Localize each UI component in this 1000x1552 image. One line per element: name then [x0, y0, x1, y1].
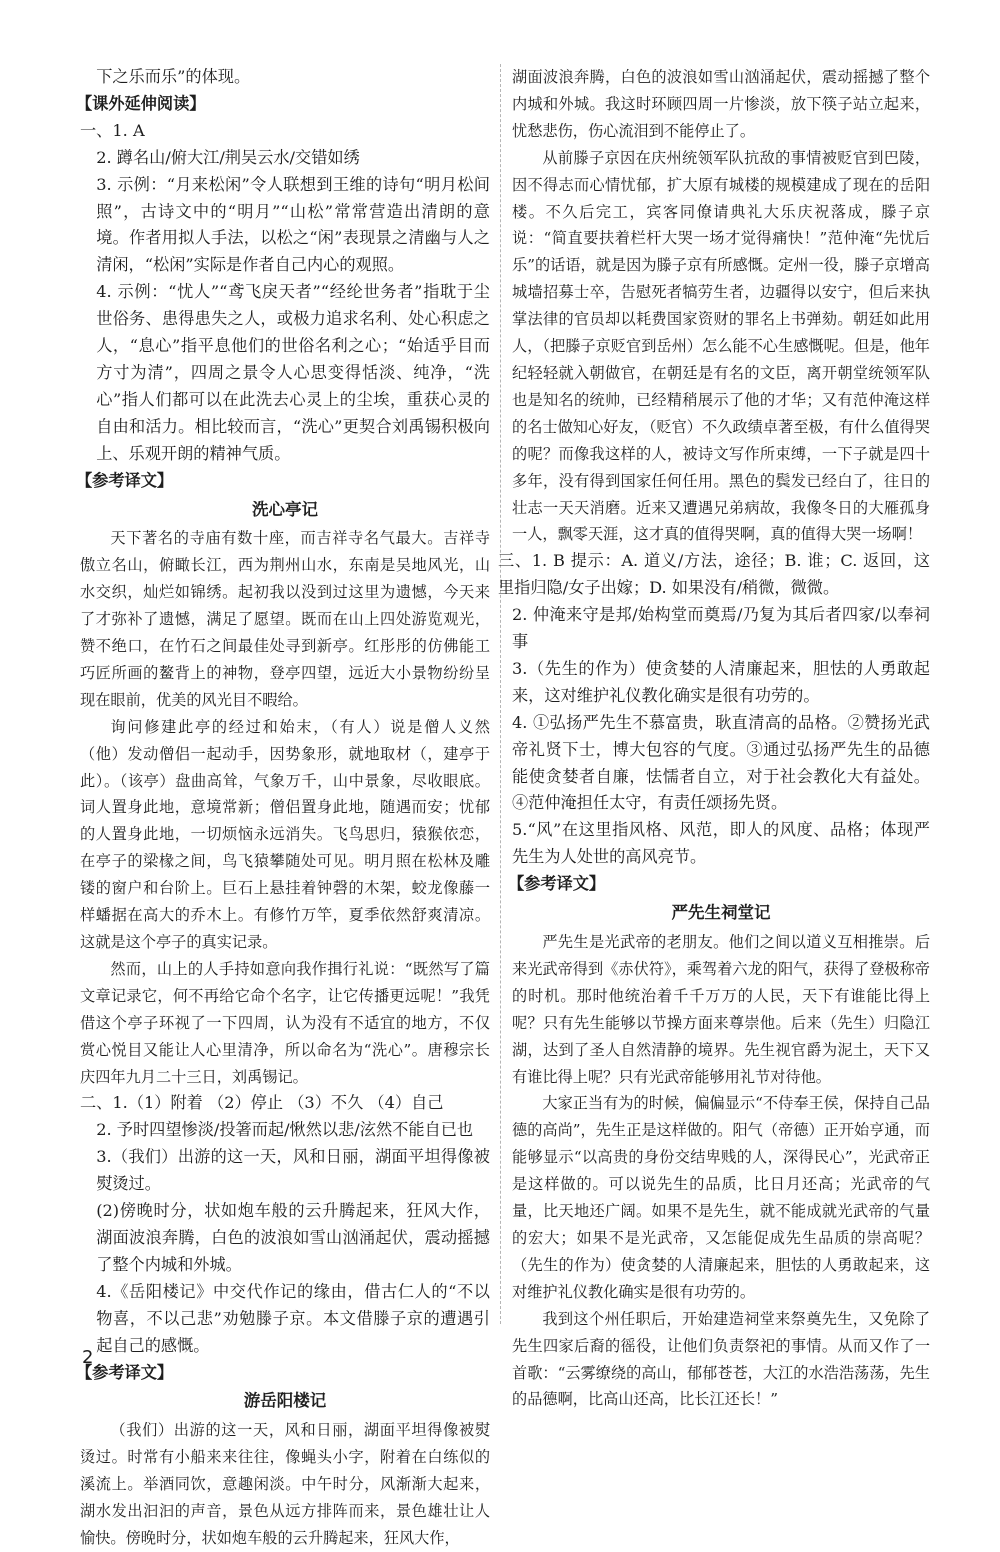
- paragraph: 然而，山上的人手持如意向我作揖行礼说：“既然写了篇文章记录它，何不再给它命个名字，让它传播更远呢！”我凭借这个亭子环视了一下四周，认为没有不适宜的地方，不仅赏心悦目又能让人心里清净，所以命名为“洗心”。唐穆宗长庆四年九月二十三日，刘禹锡记。: [80, 959, 490, 1086]
- paragraph: 我到这个州任职后，开始建造祠堂来祭奠先生，又免除了先生四家后裔的徭役，让他们负责祭祀的事情。从而又作了一首歌：“云雾缭绕的高山，郁郁苍苍，大江的水浩浩荡荡，先生的品德啊，比高山还高，比长江还长！”: [512, 1309, 930, 1409]
- answer-item: 5.“风”在这里指风格、风范，即人的风度、品格；体现严先生为人处世的高风亮节。: [512, 820, 930, 867]
- article-title: 洗心亭记: [252, 499, 318, 519]
- answer-item: 4.《岳阳楼记》中交代作记的缘由，借古仁人的“不以物喜，不以己悲”劝勉滕子京。本文借滕子京的遭遇引起自己的感慨。: [96, 1281, 490, 1355]
- paragraph: 湖面波浪奔腾，白色的波浪如雪山汹涌起伏，震动摇撼了整个内城和外城。我这时环顾四周一片惨淡，放下筷子站立起来，忧愁悲伤，伤心流泪到不能停止了。: [512, 68, 930, 140]
- paragraph: 大家正当有为的时候，偏偏显示“不侍奉王侯，保持自己品德的高尚”，先生正是这样做的。阳气（帝德）正开始亨通，而能够显示“以高贵的身份交结卑贱的人，深得民心”，光武帝正是这样做的。可以说先生的品质，比日月还高；光武帝的气量，比天地还广阔。如果不是先生，就不能成就光武帝的气量的宏大；如果不是光武帝，又怎能促成先生品质的崇高呢？（先生的作为）使贪婪的人清廉起来，胆怯的人勇敢起来，这对维护礼仪教化确实是很有功劳的。: [512, 1094, 930, 1301]
- paragraph: （我们）出游的这一天，风和日丽，湖面平坦得像被熨烫过。时常有小船来来往往，像蝇头小字，附着在白练似的溪流上。举酒同饮，意趣闲淡。中午时分，风渐渐大起来，湖水发出汩汩的声音，景色从远方排阵而来，景色雄壮让人愉快。傍晚时分，状如炮车般的云升腾起来，狂风大作，: [80, 1421, 490, 1547]
- answer-item: 3.（先生的作为）使贪婪的人清廉起来，胆怯的人勇敢起来，这对维护礼仪教化确实是很有功劳的。: [512, 658, 930, 705]
- answer-item: 2. 蹲名山/俯大江/荆吴云水/交错如绣: [96, 147, 360, 167]
- answer-item: 三、1. B 提示：A. 道义/方法，途径；B. 谁；C. 返回，这里指归隐/女子出嫁；D. 如果没有/稍微，微微。: [498, 551, 930, 598]
- right-column: [498, 64, 930, 1413]
- paragraph: 询问修建此亭的经过和始末，（有人）说是僧人义然（他）发动僧侣一起动手，因势象形，就地取材（，建亭于此）。（该亭）盘曲高耸，气象万千，山中景象，尽收眼底。词人置身此地，意境常新；僧侣置身此地，随遇而安；忧郁的人置身此地，一切烦恼永远消失。飞鸟思归，猿猴依恋，在亭子的梁椽之间，鸟飞猿攀随处可见。明月照在松林及雕镂的窗户和台阶上。巨石上悬挂着钟磬的木架，蛟龙像藤一样蟠据在高大的乔木上。有修竹万竿，夏季依然舒爽清凉。这就是这个亭子的真实记录。: [80, 717, 490, 951]
- column-divider: [500, 64, 501, 1324]
- answer-item: 3.（我们）出游的这一天，风和日丽，湖面平坦得像被熨烫过。: [96, 1147, 490, 1194]
- section-heading: 【参考译文】: [508, 874, 606, 894]
- answer-item: 二、1.（1）附着 （2）停止 （3）不久 （4）自己: [80, 1093, 444, 1113]
- paragraph: 从前滕子京因在庆州统领军队抗敌的事情被贬官到巴陵，因不得志而心情忧郁，扩大原有城楼的规模建成了现在的岳阳楼。不久后完工，宾客同僚请典礼大乐庆祝落成，滕子京说：“简直要扶着栏杆大哭一场才觉得痛快！”范仲淹“先忧后乐”的话语，就是因为滕子京有所感慨。定州一役，滕子京增高城墙招募士卒，告慰死者犒劳生者，边疆得以安宁，但后来执掌法律的官员却以耗费国家资财的罪名上书弹劾。朝廷如此用人，（把滕子京贬官到岳州）怎么能不心生感慨呢。但是，他年纪轻轻就入朝做官，在朝廷是有名的文臣，离开朝堂统领军队也是知名的统帅，已经精稍展示了他的才华；又有范仲淹这样的名士做知心好友，（贬官）不久政绩卓著至极，有什么值得哭的呢？而像我这样的人，被诗文写作所束缚，一下子就是四十多年，没有得到国家任何任用。黑色的鬓发已经白了，往日的壮志一天天消磨。近来又遭遇兄弟病故，我像冬日的大雁孤身一人，飘零天涯，这才真的值得哭啊，真的值得大哭一场啊！: [512, 148, 930, 544]
- paragraph: 严先生是光武帝的老朋友。他们之间以道义互相推崇。后来光武帝得到《赤伏符》，乘驾着六龙的阳气，获得了登极称帝的时机。那时他统治着千千万万的人民，天下有谁能比得上呢？只有先生能够以节操方面来尊崇他。后来（先生）归隐江湖，达到了圣人自然清静的境界。先生视官爵为泥土，天下又有谁比得上呢？只有光武帝能够用礼节对待他。: [512, 933, 930, 1086]
- answer-item: 2. 仲淹来守是邦/始构堂而奠焉/乃复为其后者四家/以奉祠事: [512, 605, 930, 652]
- answer-item: 3. 示例：“月来松闲”令人联想到王维的诗句“明月松间照”，古诗文中的“明月”“山松”常常营造出清朗的意境。作者用拟人手法，以松之“闲”表现景之清幽与人之清闲，“松闲”实际是作者自己内心的观照。: [96, 174, 490, 275]
- answer-item: 4. ①弘扬严先生不慕富贵，耿直清高的品格。②赞扬光武帝礼贤下士，博大包容的气度。③通过弘扬严先生的品德能使贪婪者自廉，怯懦者自立，对于社会教化大有益处。④范仲淹担任太守，有责任颂扬先贤。: [512, 712, 930, 813]
- section-heading: 【参考译文】: [76, 470, 174, 490]
- section-heading: 【课外延伸阅读】: [76, 93, 206, 113]
- answer-item: (2)傍晚时分，状如炮车般的云升腾起来，狂风大作，湖面波浪奔腾，白色的波浪如雪山汹涌起伏，震动摇撼了整个内城和外城。: [96, 1201, 490, 1274]
- paragraph: 下之乐而乐”的体现。: [96, 67, 251, 86]
- answer-item: 4. 示例：“忧人”“鸢飞戾天者”“经纶世务者”指耽于尘世俗务、患得患失之人，或极力追求名利、处心积虑之人，“息心”指平息他们的世俗名利之心；“始适乎目而方寸为清”，四周之景令人心思变得恬淡、纯净，“洗心”指人们都可以在此洗去心灵上的尘埃，重获心灵的自由和活力。相比较而言，“洗心”更契合刘禹锡积极向上、乐观开朗的精神气质。: [96, 282, 490, 463]
- answer-item: 一、1. A: [80, 120, 145, 140]
- answer-item: 2. 予时四望惨淡/投箸而起/愀然以悲/泫然不能自已也: [96, 1120, 474, 1140]
- paragraph: 天下著名的寺庙有数十座，而吉祥寺名气最大。吉祥寺傲立名山，俯瞰长江，西为荆州山水，东南是吴地风光，山水交织，灿烂如锦绣。起初我以没到过这里为遗憾，今天来了才弥补了遗憾，满足了愿望。既而在山上四处游览观光，赞不绝口，在竹石之间最佳处寻到新亭。红彤彤的仿佛能工巧匠所画的鳌背上的神物，登亭四望，远近大小景物纷纷呈现在眼前，优美的风光目不暇给。: [80, 529, 490, 709]
- section-heading: 【参考译文】: [76, 1362, 174, 1382]
- left-column: [76, 64, 490, 1552]
- article-title: 严先生祠堂记: [671, 903, 771, 923]
- page-number: 2: [82, 1347, 94, 1368]
- article-title: 游岳阳楼记: [243, 1391, 327, 1411]
